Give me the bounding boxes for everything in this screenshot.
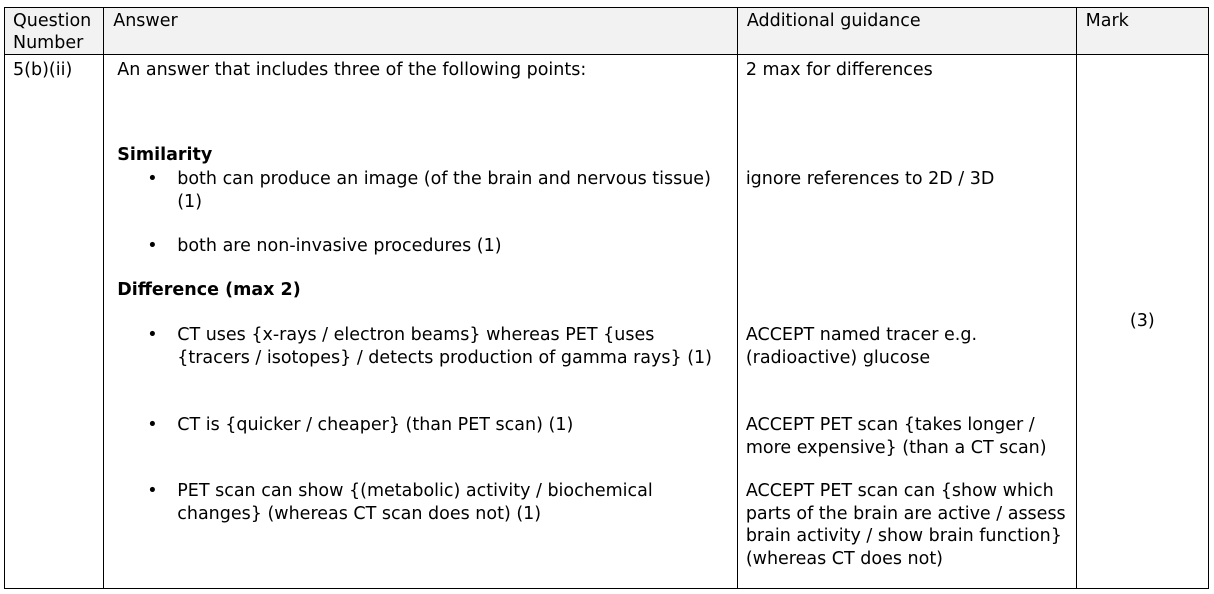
similarity-heading: Similarity bbox=[117, 145, 213, 165]
difference-point-1: CT uses {x-rays / electron beams} whereas PET {uses {tracers / isotopes} / detects production of gamma rays} (1) bbox=[177, 325, 712, 368]
header-row bbox=[5, 8, 1209, 55]
header-answer: Answer bbox=[104, 8, 738, 55]
answer-intro: An answer that includes three of the following points: bbox=[117, 60, 587, 80]
table-row bbox=[5, 55, 1209, 589]
difference-point-2: CT is {quicker / cheaper} (than PET scan) (1) bbox=[177, 415, 574, 435]
mark-cell: (3) bbox=[1076, 55, 1208, 589]
similarity-point-1: both can produce an image (of the brain and nervous tissue) (1) bbox=[177, 169, 711, 212]
question-number-cell: 5(b)(ii) bbox=[5, 55, 104, 589]
list-item bbox=[147, 324, 713, 369]
list-item bbox=[147, 480, 713, 525]
list-item bbox=[147, 168, 713, 213]
header-additional-guidance: Additional guidance bbox=[737, 8, 1076, 55]
header-question-number: Question Number bbox=[5, 8, 104, 55]
guidance-3: ACCEPT named tracer e.g. (radioactive) glucose bbox=[745, 325, 978, 368]
guidance-2: ignore references to 2D / 3D bbox=[745, 169, 995, 189]
difference-point-3: PET scan can show {(metabolic) activity / biochemical changes} (whereas CT scan does not) (1) bbox=[177, 481, 653, 524]
bullet-icon: • bbox=[147, 415, 158, 435]
guidance-4: ACCEPT PET scan {takes longer / more expensive} (than a CT scan) bbox=[745, 415, 1047, 458]
guidance-cell bbox=[737, 55, 1076, 589]
bullet-icon: • bbox=[147, 325, 158, 345]
bullet-icon: • bbox=[147, 481, 158, 501]
similarity-point-2: both are non-invasive procedures (1) bbox=[177, 236, 502, 256]
guidance-1: 2 max for differences bbox=[745, 60, 933, 80]
header-mark: Mark bbox=[1076, 8, 1208, 55]
difference-heading: Difference (max 2) bbox=[117, 280, 301, 300]
mark-scheme-table bbox=[4, 7, 1209, 589]
bullet-icon: • bbox=[147, 236, 158, 256]
answer-cell bbox=[104, 55, 738, 589]
list-item bbox=[147, 414, 713, 437]
guidance-5: ACCEPT PET scan can {show which parts of the brain are active / assess brain activity / show brain function} (whereas CT does not) bbox=[745, 481, 1066, 569]
bullet-icon: • bbox=[147, 169, 158, 189]
list-item bbox=[147, 235, 713, 258]
